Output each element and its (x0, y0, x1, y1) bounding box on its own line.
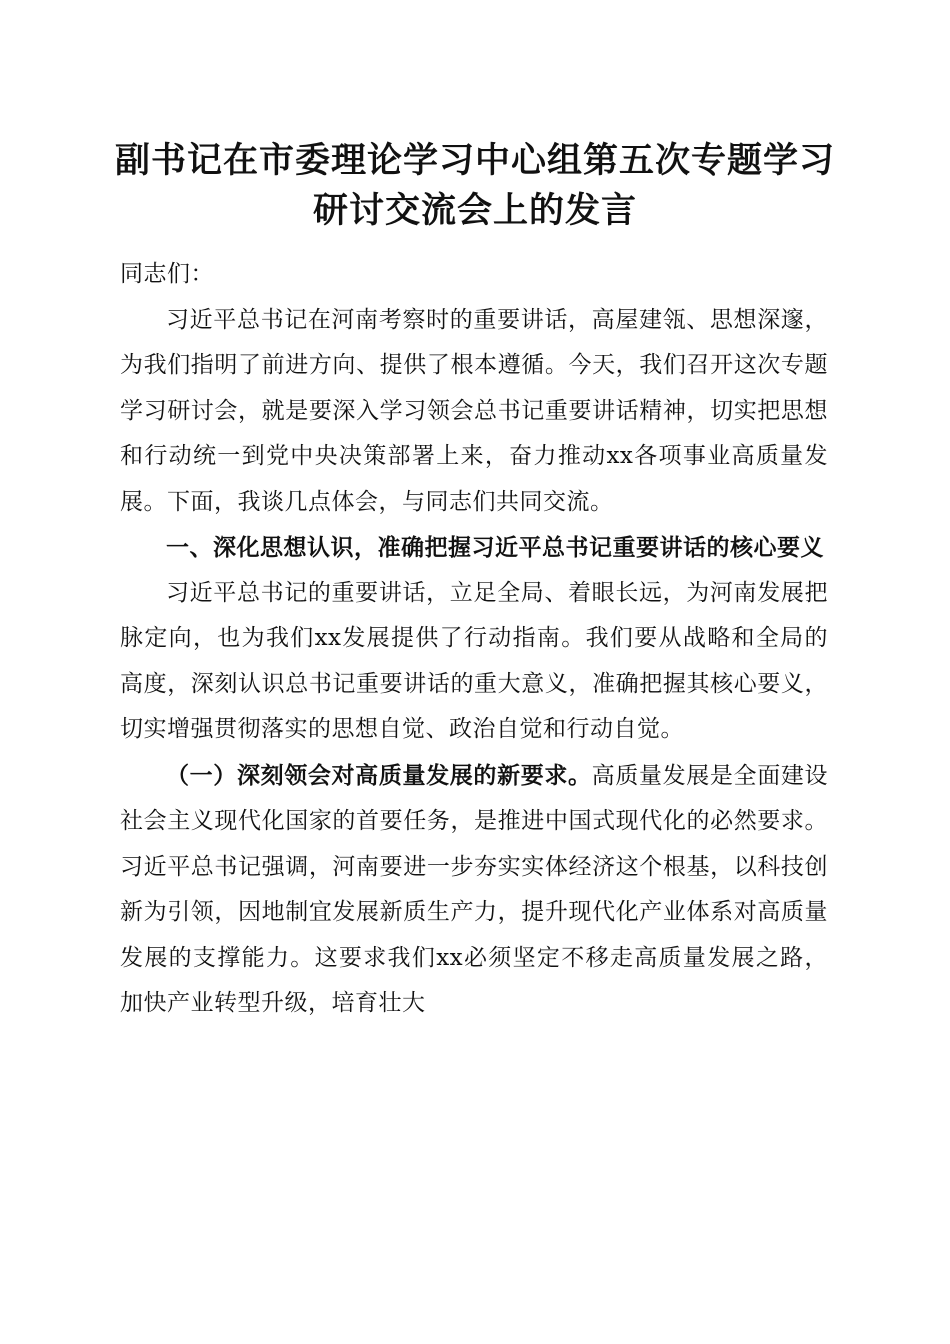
intro-paragraph: 习近平总书记在河南考察时的重要讲话，高屋建瓴、思想深邃，为我们指明了前进方向、提供了根本遵循。今天，我们召开这次专题学习研讨会，就是要深入学习领会总书记重要讲话精神，切实把思想和行动统一到党中央决策部署上来，奋力推动xx各项事业高质量发展。下面，我谈几点体会，与同志们共同交流。 (120, 306, 828, 515)
subsection-1-heading: （一）深刻领会对高质量发展的新要求。 (166, 761, 592, 789)
salutation: 同志们： (120, 261, 214, 287)
document-body (120, 252, 828, 1027)
subsection-1-text: 高质量发展是全面建设社会主义现代化国家的首要任务，是推进中国式现代化的必然要求。习近平总书记强调，河南要进一步夯实实体经济这个根基，以科技创新为引领，因地制宜发展新质生产力，提升现代化产业体系对高质量发展的支撑能力。这要求我们xx必须坚定不移走高质量发展之路，加快产业转型升级，培育壮大 (120, 762, 829, 1016)
subsection-1-paragraph (120, 753, 828, 1027)
document-title (100, 136, 850, 236)
title-line-1: 副书记在市委理论学习中心组第五次专题学习 (114, 140, 835, 181)
title-line-2: 研讨交流会上的发言 (312, 190, 637, 231)
section-1-heading: 一、深化思想认识，准确把握习近平总书记重要讲话的核心要义 (166, 534, 824, 561)
section-1-paragraph: 习近平总书记的重要讲话，立足全局、着眼长远，为河南发展把脉定向，也为我们xx发展提供了行动指南。我们要从战略和全局的高度，深刻认识总书记重要讲话的重大意义，准确把握其核心要义，切实增强贯彻落实的思想自觉、政治自觉和行动自觉。 (120, 579, 828, 742)
